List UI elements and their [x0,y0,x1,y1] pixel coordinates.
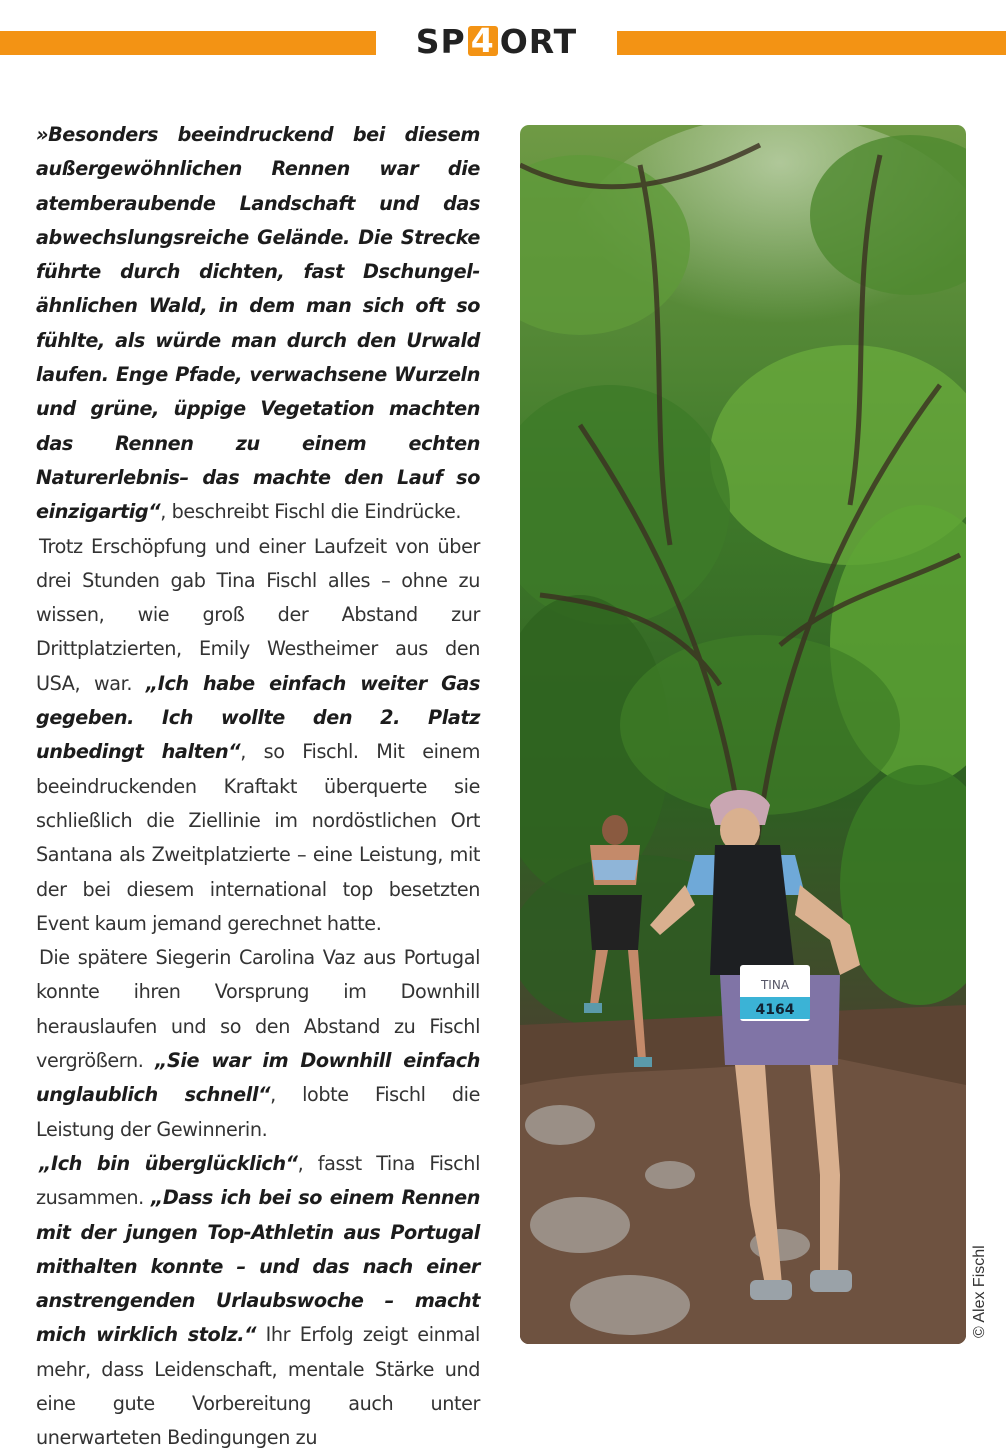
photo-illustration [520,125,966,1344]
article-body [36,118,480,1456]
body-text: Ihr Erfolg zeigt einmal mehr, dass Leidenschaft, mentale Stärke und eine gute Vorbereitung auch unter unerwarteten Bedingungen zu [36,1323,480,1450]
body-text: Trotz Erschöpfung und einer Laufzeit von über drei Stunden gab Tina Fischl alles – ohne zu wissen, wie groß der Abstand zur Drittplatzierten, Emily Westheimer aus den USA, war. [36,534,480,695]
logo-text-sp: SP [415,21,466,61]
logo-text-4: 4 [468,26,498,56]
quote: „Ich habe einfach weiter Gas gegeben. Ich wollte den 2. Platz unbedingt halten“ [36,671,480,764]
photo-credit [966,1228,996,1338]
page-header [0,21,1006,61]
quote: »Besonders beeindruckend bei diesem außergewöhnlichen Rennen war die atemberaubende Landschaft und das abwechslungsreiche Gelände. Die Strecke führte durch dichten, fast Dschungel-ähnlichen Wald, in dem man sich oft so fühlte, als würde man durch den Urwald laufen. Enge Pfade, verwachsene Wurzeln und grüne, üppige Vegetation machten das Rennen zu einem echten Naturerlebnis– das machte den Lauf so einzigartig“ [36,123,480,524]
paragraph-3 [36,941,480,1147]
quote: „Dass ich bei so einem Rennen mit der jungen Top-Athletin aus Portugal mithalten konnte – und das nach einer anstrengenden Urlaubswoche – macht mich wirklich stolz.“ [36,1186,480,1347]
trail-running-photo [520,125,966,1344]
bib-name: TINA [760,978,790,992]
paragraph-2 [36,530,480,942]
body-text: , lobte Fischl die Leistung der Gewinnerin. [36,1083,480,1141]
quote: „Ich bin überglücklich“ [39,1151,298,1175]
body-text: , beschreibt Fischl die Eindrücke. [160,500,462,524]
header-bar-right [617,31,1006,55]
body-text: , fasst Tina Fischl zusammen. [36,1151,480,1210]
bib-number: 4164 [755,1002,795,1018]
body-text: , so Fischl. Mit einem beeindruckenden Kraftakt überquerte sie schließlich die Ziellinie im nordöstlichen Ort Santana als Zweitplatzierte – eine Leistung, mit der bei diesem international top besetzten Event kaum jemand gerechnet hatte. [36,740,480,935]
header-bar-left [0,31,376,55]
photo-credit-text: © Alex Fischl [971,1245,988,1338]
body-text: Die spätere Siegerin Carolina Vaz aus Portugal konnte ihren Vorsprung im Downhill herauslaufen und so den Abstand zu Fischl vergrößern. [36,946,480,1073]
quote: „Sie war im Downhill einfach unglaublich schnell“ [36,1049,480,1107]
paragraph-1 [36,118,480,530]
paragraph-4 [36,1147,480,1456]
logo-text-ort: ORT [499,21,578,61]
sp4ort-logo [376,21,617,61]
